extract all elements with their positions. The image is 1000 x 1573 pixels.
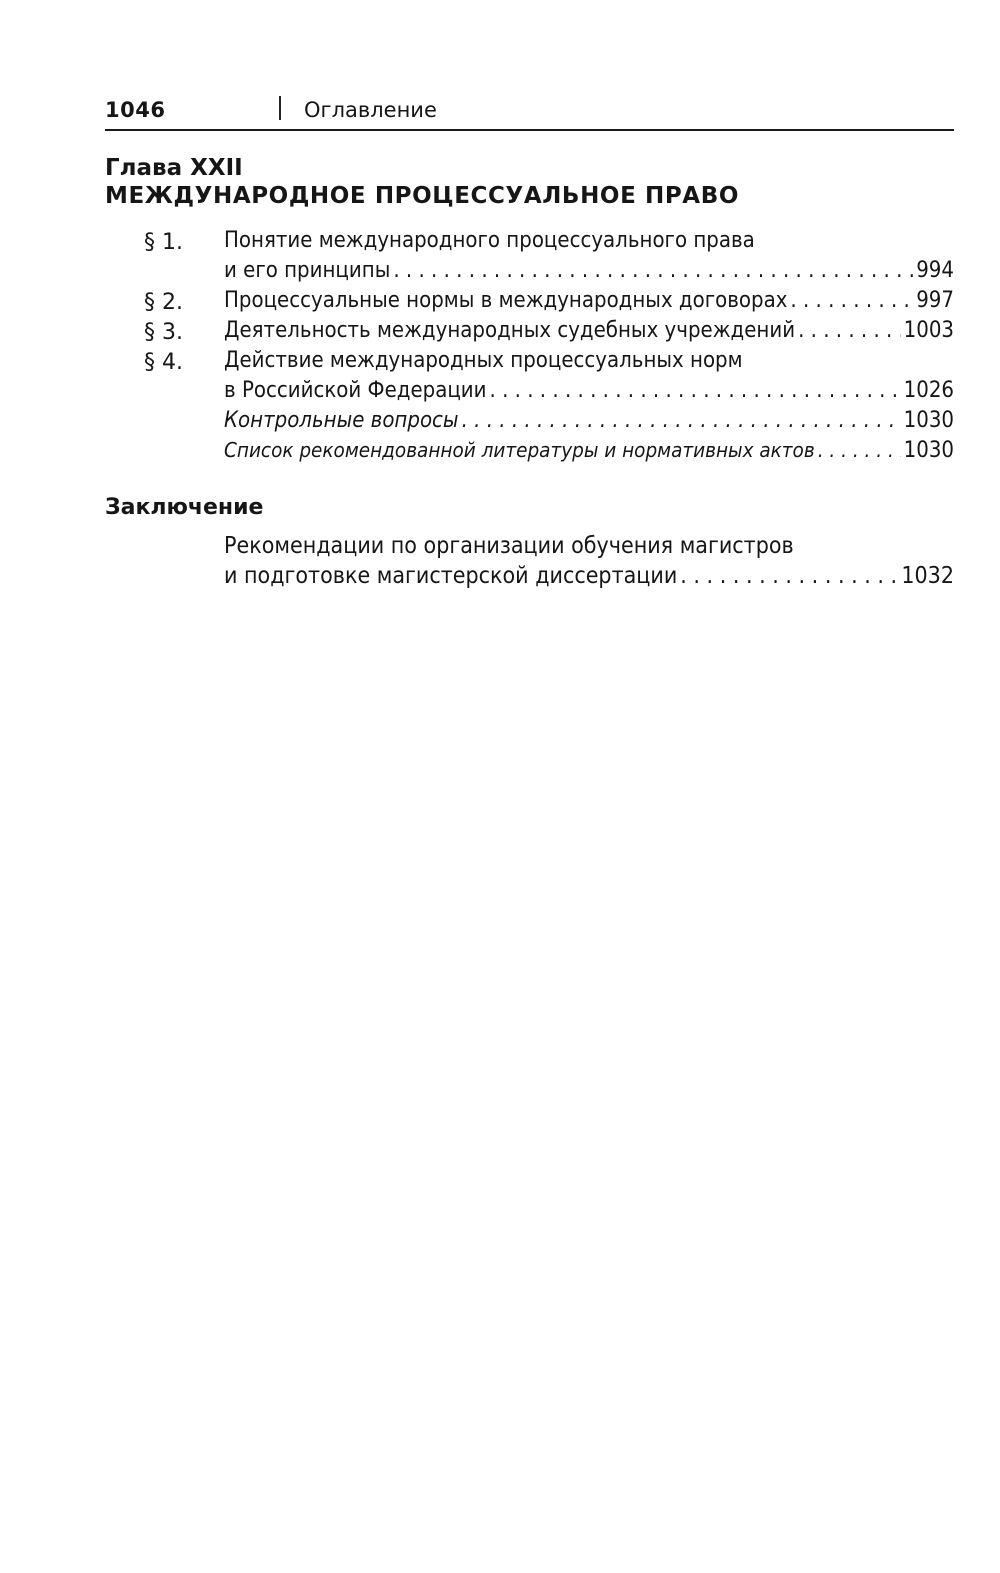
toc-entry-line [224, 348, 954, 378]
toc-page-number: 1026 [903, 378, 954, 403]
chapter-title: МЕЖДУНАРОДНОЕ ПРОЦЕССУАЛЬНОЕ ПРАВО [105, 183, 739, 209]
dot-leader [490, 378, 901, 403]
header-separator [279, 96, 281, 120]
toc-entry-title: Список рекомендованной литературы и нормативных актов [224, 438, 815, 462]
toc-entry[interactable] [224, 288, 954, 318]
toc-page-number: 1030 [903, 408, 954, 433]
toc-entry-title: Понятие международного процессуального права [224, 228, 755, 253]
toc-entry-title: Действие международных процессуальных норм [224, 348, 743, 373]
entry-number: § 4. [144, 350, 183, 375]
toc-page-number: 997 [916, 288, 954, 313]
toc-entry-title: Рекомендации по организации обучения магистров [224, 533, 794, 559]
toc-entry-title: Деятельность международных судебных учреждений [224, 318, 796, 343]
toc-entry[interactable] [224, 258, 954, 288]
dot-leader [680, 563, 898, 589]
toc-entry[interactable] [224, 438, 954, 468]
toc-entry-title: в Российской Федерации [224, 378, 487, 403]
toc-entry[interactable] [224, 378, 954, 408]
dot-leader [462, 408, 901, 433]
toc-entry-title: Процессуальные нормы в международных договорах [224, 288, 788, 313]
toc-entry[interactable] [224, 563, 954, 593]
entry-number: § 3. [144, 320, 183, 345]
toc-entry-line [224, 533, 954, 563]
dot-leader [393, 258, 913, 283]
toc-entry-line [224, 228, 954, 258]
toc-page-number: 1032 [901, 563, 954, 589]
header-rule [105, 129, 954, 131]
toc-entry[interactable] [224, 318, 954, 348]
page-number: 1046 [105, 98, 166, 122]
toc-entry[interactable] [224, 408, 954, 438]
dot-leader [818, 438, 901, 462]
running-header-title: Оглавление [304, 98, 437, 122]
chapter-label: Глава XXII [105, 155, 243, 181]
entry-number: § 2. [144, 290, 183, 315]
entry-number: § 1. [144, 230, 183, 255]
toc-entry-title: Контрольные вопросы [224, 408, 459, 433]
toc-page-number: 1030 [903, 438, 954, 463]
toc-page-number: 1003 [903, 318, 954, 343]
toc-page-number: 994 [916, 258, 954, 283]
running-header [105, 94, 955, 128]
dot-leader [790, 288, 913, 313]
toc-entry-title: и подготовке магистерской диссертации [224, 563, 678, 589]
toc-entry-title: и его принципы [224, 258, 391, 283]
dot-leader [798, 318, 901, 343]
conclusion-heading: Заключение [105, 495, 264, 520]
